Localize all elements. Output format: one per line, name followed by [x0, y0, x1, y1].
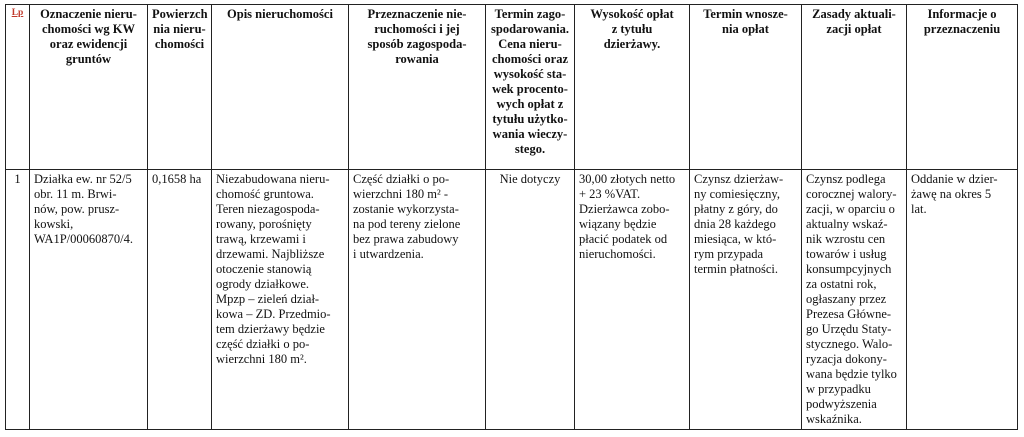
property-table	[5, 4, 1018, 430]
cell-wysokosc: 30,00 złotych netto + 23 %VAT. Dzierżawca zobo- wiązany będzie płacić podatek od nieruchomości.	[575, 170, 690, 430]
cell-powierzchnia: 0,1658 ha	[148, 170, 212, 430]
cell-termin-wnoszenia: Czynsz dzierżaw- ny comiesięczny, płatny z góry, do dnia 28 każdego miesiąca, w któ- rym przypada termin płatności.	[690, 170, 802, 430]
table-row	[6, 170, 1018, 430]
header-opis: Opis nieruchomości	[212, 5, 349, 170]
header-przeznaczenie: Przeznaczenie nie- ruchomości i jej sposób zagospoda- rowania	[349, 5, 486, 170]
cell-opis: Niezabudowana nieru- chomość gruntowa. Teren niezagospoda- rowany, porośnięty trawą, krzewami i drzewami. Najbliższe otoczenie stanowią ogrody działkowe. Mpzp – zieleń dział- kowa – ZD. Przedmio- tem dzierżawy będzie część działki o po- wierzchni 180 m².	[212, 170, 349, 430]
header-wysokosc-oplat: Wysokość opłat z tytułu dzierżawy.	[575, 5, 690, 170]
cell-oznaczenie: Działka ew. nr 52/5 obr. 11 m. Brwi- nów, pow. prusz- kowski, WA1P/00060870/4.	[30, 170, 148, 430]
cell-zasady: Czynsz podlega corocznej walory- zacji, w oparciu o aktualny wskaź- nik wzrostu cen towarów i usług konsumpcyjnych za ostatni rok, ogłaszany przez Prezesa Główne- go Urzędu Staty- stycznego. Walo- ryzacja dokony- wana będzie tylko w przypadku podwyższenia wskaźnika.	[802, 170, 907, 430]
header-termin-zagospodarowania: Termin zago- spodarowania. Cena nieru- chomości oraz wysokość sta- wek procento- wych opłat z tytułu użytko- wania wieczy- stego.	[486, 5, 575, 170]
cell-termin: Nie dotyczy	[486, 170, 575, 430]
header-zasady-aktualizacji: Zasady aktuali- zacji opłat	[802, 5, 907, 170]
header-oznaczenie: Oznaczenie nieru- chomości wg KW oraz ewidencji gruntów	[30, 5, 148, 170]
header-lp: Lp	[6, 5, 30, 170]
cell-informacje: Oddanie w dzier- żawę na okres 5 lat.	[907, 170, 1018, 430]
header-termin-wnoszenia: Termin wnosze- nia opłat	[690, 5, 802, 170]
header-powierzchnia: Powierzch nia nieru- chomości	[148, 5, 212, 170]
header-row	[6, 5, 1018, 170]
header-informacje: Informacje o przeznaczeniu	[907, 5, 1018, 170]
cell-przeznaczenie: Część działki o po- wierzchni 180 m² - zostanie wykorzysta- na pod tereny zielone bez prawa zabudowy i utwardzenia.	[349, 170, 486, 430]
cell-lp: 1	[6, 170, 30, 430]
